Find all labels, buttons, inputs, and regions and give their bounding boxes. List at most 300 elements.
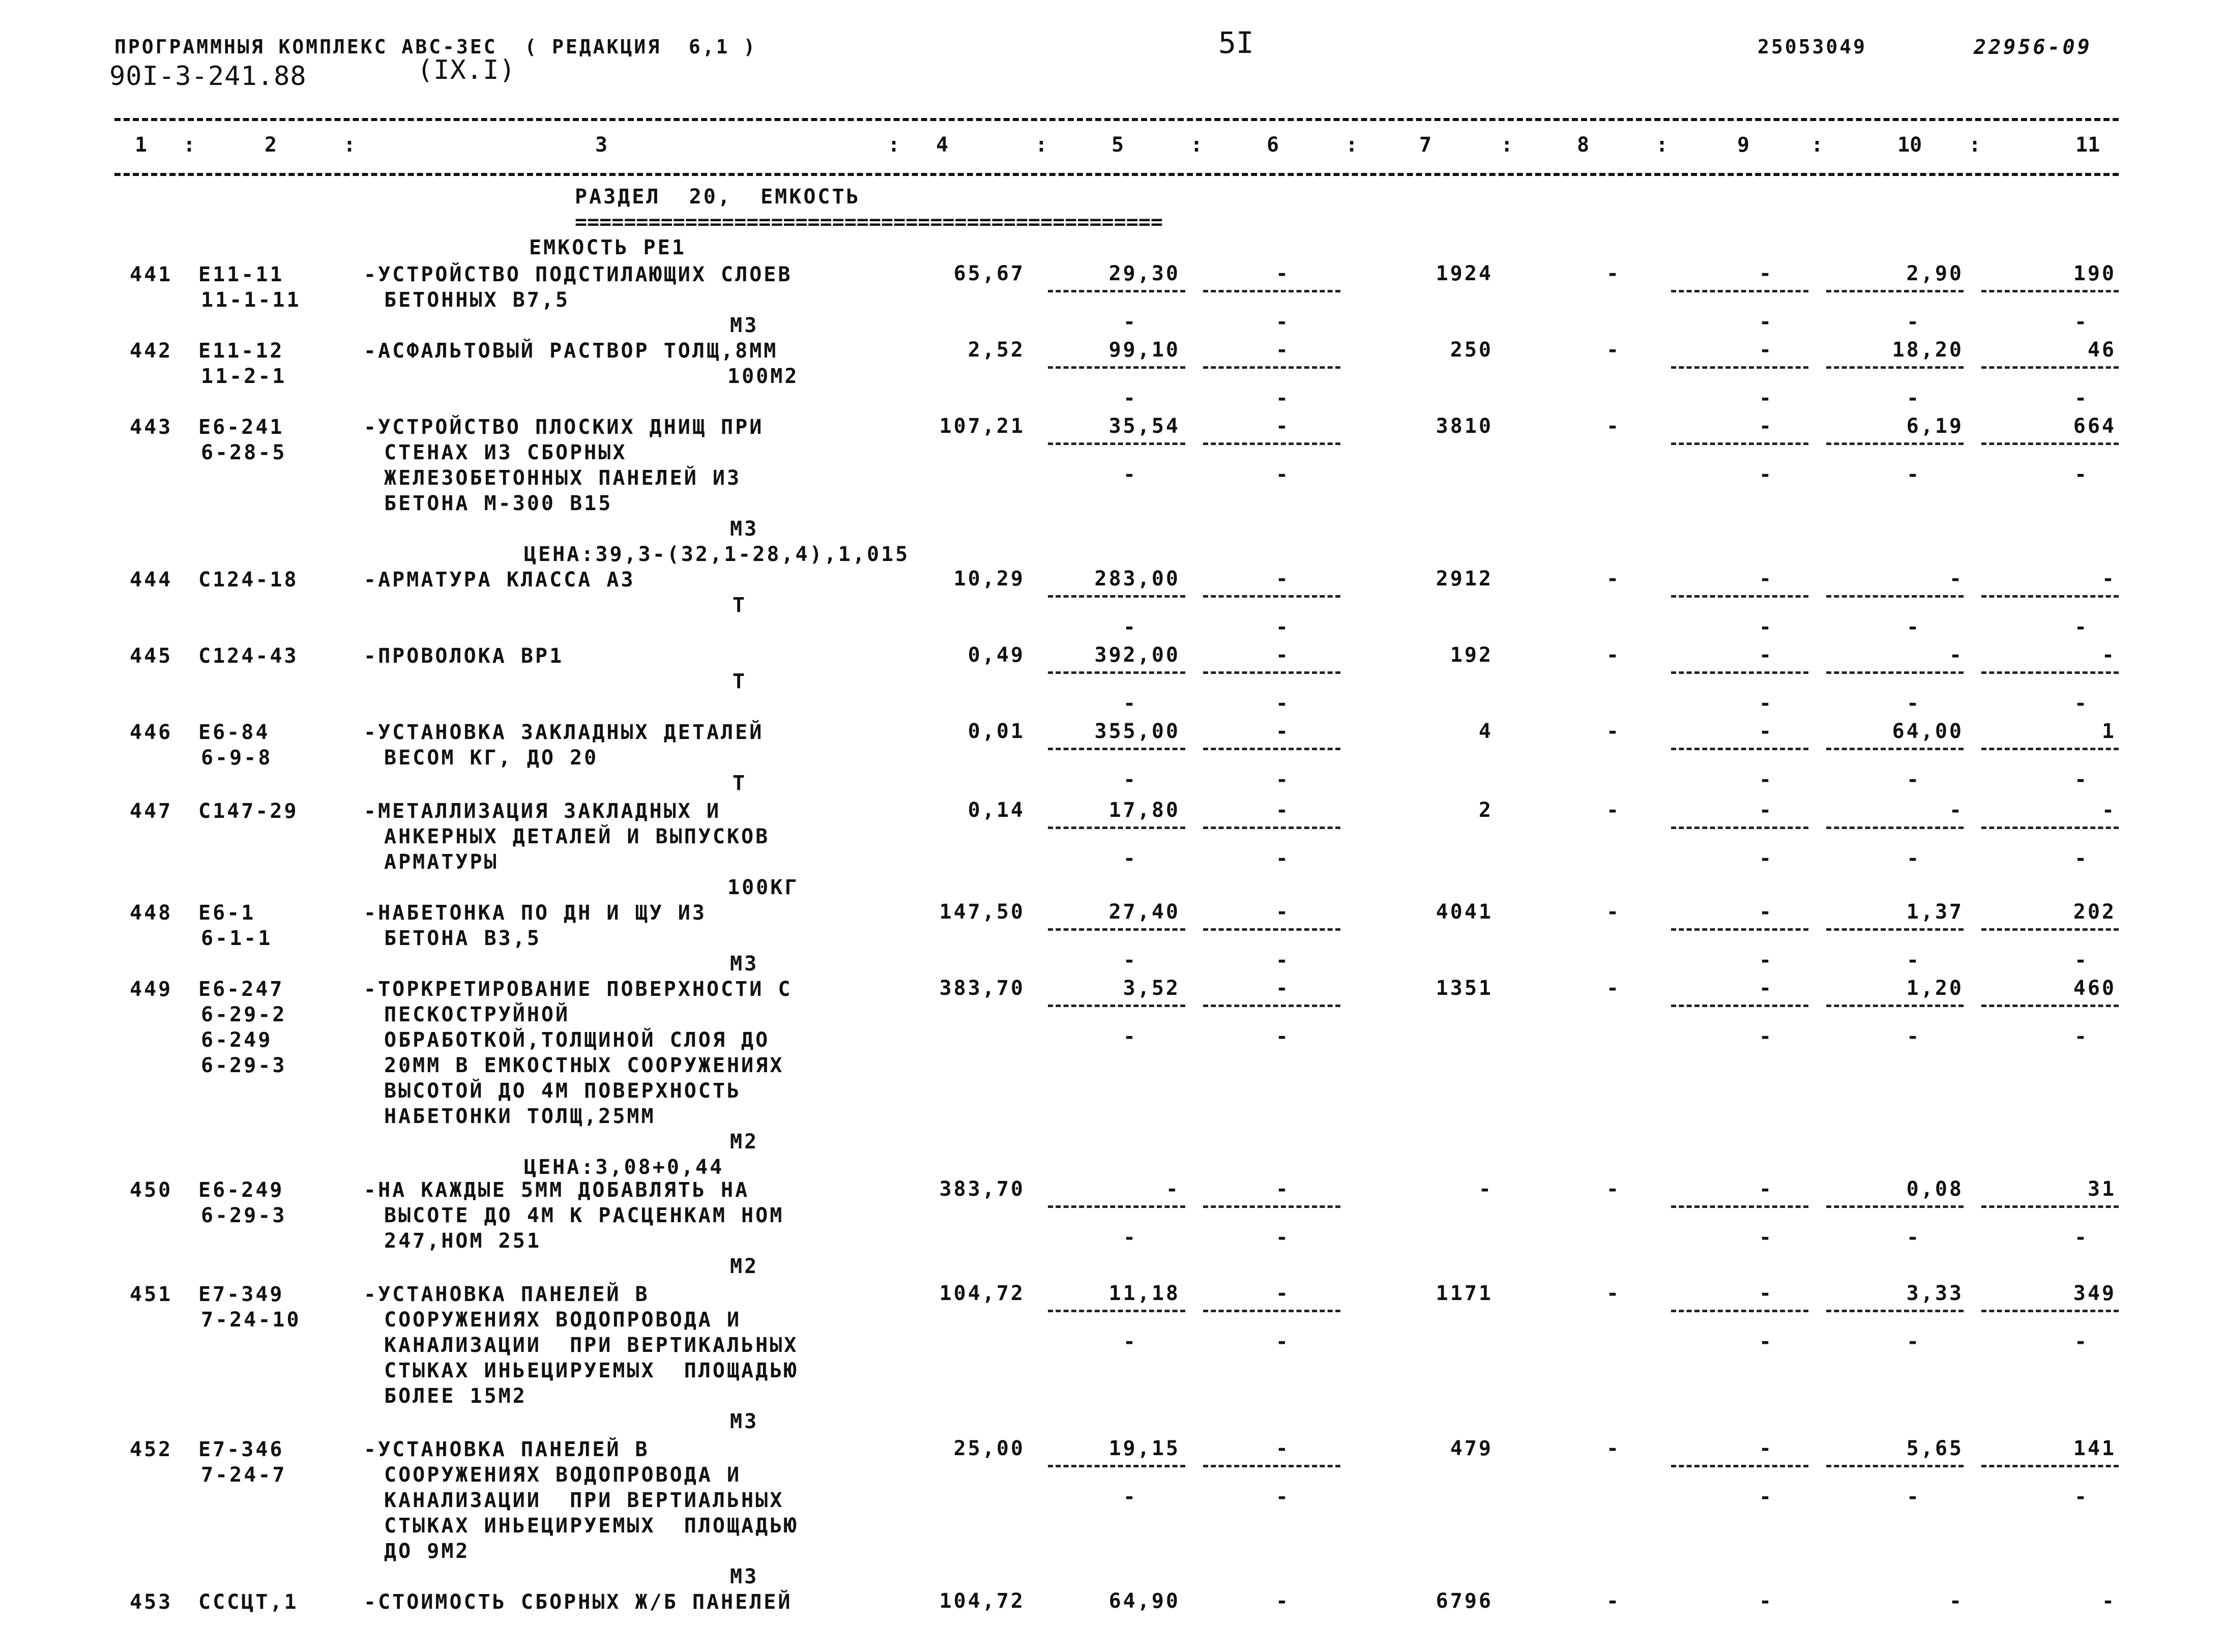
unit-of-measure: М3 xyxy=(730,1565,759,1588)
total-cost: 1924 xyxy=(1436,262,1493,285)
sub-value-10: - xyxy=(1906,1025,1919,1048)
work-description: 247,НОМ 251 xyxy=(384,1229,541,1253)
col10-value: - xyxy=(1949,567,1964,591)
subtotal-rule xyxy=(1048,1205,1185,1208)
work-description: -НА КАЖДЫЕ 5ММ ДОБАВЛЯТЬ НА xyxy=(364,1178,750,1202)
subtotal-rule xyxy=(1203,595,1340,598)
subtotal-rule xyxy=(1826,1310,1964,1312)
col8-value: - xyxy=(1606,1177,1619,1201)
total-cost: 3810 xyxy=(1436,415,1493,438)
sub-value-11: - xyxy=(2074,768,2087,791)
row-number: 449 xyxy=(130,978,173,1001)
sub-value-5: - xyxy=(1123,847,1136,870)
subtotal-rule xyxy=(1826,1465,1964,1467)
sub-value-6: - xyxy=(1275,1330,1289,1353)
work-description: АНКЕРНЫХ ДЕТАЛЕЙ И ВЫПУСКОВ xyxy=(384,825,770,848)
work-description: -УСТРОЙСТВО ПОДСТИЛАЮЩИХ СЛОЕВ xyxy=(364,263,793,286)
rate-code: Е7-346 xyxy=(198,1438,284,1461)
unit-of-measure: М3 xyxy=(730,952,759,976)
sub-value-10: - xyxy=(1906,949,1919,972)
rate-code: Е7-349 xyxy=(198,1283,284,1306)
subtotal-rule xyxy=(1826,827,1964,829)
column-header-5: 5 xyxy=(1112,133,1124,157)
subtotal-rule xyxy=(1826,290,1964,292)
column-header-9: 9 xyxy=(1737,133,1750,157)
subtotal-rule xyxy=(1981,748,2119,750)
col8-value: - xyxy=(1606,415,1619,438)
col8-value: - xyxy=(1606,262,1619,285)
column-header-8: 8 xyxy=(1577,133,1590,157)
subtotal-rule xyxy=(1203,1005,1340,1007)
row-number: 446 xyxy=(130,721,173,744)
rate-code: Е11-11 xyxy=(198,263,284,286)
part-label: (IX.I) xyxy=(417,55,516,85)
sub-value-9: - xyxy=(1759,310,1772,334)
page-number: 5I xyxy=(1218,25,1254,60)
rate-code: 11-2-1 xyxy=(201,365,287,388)
row-number: 445 xyxy=(130,644,173,668)
sub-value-11: - xyxy=(2074,387,2087,410)
sub-value-11: - xyxy=(2074,949,2087,972)
work-description: СООРУЖЕНИЯХ ВОДОПРОВОДА И xyxy=(384,1463,742,1487)
rate-code: СССЦТ,1 xyxy=(198,1590,299,1614)
subtotal-rule xyxy=(1048,290,1185,292)
unit-of-measure: М3 xyxy=(730,1410,759,1433)
col11-value: - xyxy=(2101,799,2116,822)
column-separator: : xyxy=(1969,133,1981,157)
rate-code: 6-1-1 xyxy=(201,927,273,950)
row-number: 444 xyxy=(130,568,173,592)
subtotal-rule xyxy=(1826,1205,1964,1208)
quantity: 10,29 xyxy=(953,567,1025,591)
work-description: -ПРОВОЛОКА ВР1 xyxy=(364,644,564,668)
sub-value-11: - xyxy=(2074,1485,2087,1509)
subtotal-rule xyxy=(1203,928,1340,931)
subtotal-rule xyxy=(1671,442,1808,445)
col9-value: - xyxy=(1759,415,1772,438)
total-cost: 2912 xyxy=(1436,567,1493,591)
sub-value-10: - xyxy=(1906,692,1919,715)
work-description: СТЕНАХ ИЗ СБОРНЫХ xyxy=(384,441,627,464)
col9-value: - xyxy=(1759,1282,1772,1305)
col11-value: - xyxy=(2101,643,2116,667)
column-header-3: 3 xyxy=(595,133,608,157)
unit-of-measure: М3 xyxy=(730,517,759,541)
unit-of-measure: Т xyxy=(733,594,747,617)
col11-value: 460 xyxy=(2073,977,2116,1000)
col6-value: - xyxy=(1275,415,1289,438)
subtotal-rule xyxy=(1671,827,1808,829)
rate-code: 7-24-10 xyxy=(201,1308,301,1332)
subtotal-rule xyxy=(1826,928,1964,931)
program-title: ПРОГРАММНЫЯ КОМПЛЕКС АВС-ЗЕС ( РЕДАКЦИЯ 6,1 ) xyxy=(114,36,757,58)
sub-value-6: - xyxy=(1275,847,1289,870)
column-header-7: 7 xyxy=(1419,133,1432,157)
unit-price: 19,15 xyxy=(1108,1437,1180,1460)
unit-price: 11,18 xyxy=(1108,1282,1180,1305)
sub-value-10: - xyxy=(1906,310,1919,334)
col8-value: - xyxy=(1606,799,1619,822)
sub-value-11: - xyxy=(2074,1330,2087,1353)
row-number: 453 xyxy=(130,1590,173,1614)
column-header-1: 1 xyxy=(135,133,148,157)
unit-price: 64,90 xyxy=(1108,1589,1180,1613)
col11-value: 202 xyxy=(2073,900,2116,924)
sub-value-11: - xyxy=(2074,615,2087,639)
work-description: БЕТОНА В3,5 xyxy=(384,927,541,950)
rate-code: 6-29-2 xyxy=(201,1003,287,1026)
sub-value-6: - xyxy=(1275,1025,1289,1048)
rate-code: 6-29-3 xyxy=(201,1054,287,1077)
sub-value-10: - xyxy=(1906,847,1919,870)
rate-code: Е6-84 xyxy=(198,721,270,744)
col10-value: 3,33 xyxy=(1906,1282,1964,1305)
sub-value-9: - xyxy=(1759,463,1772,486)
col10-value: 0,08 xyxy=(1906,1177,1964,1201)
work-description: БЕТОНА М-300 В15 xyxy=(384,492,613,515)
sub-value-5: - xyxy=(1123,1330,1136,1353)
subtotal-rule xyxy=(1671,1465,1808,1467)
unit-price: 3,52 xyxy=(1123,977,1180,1000)
rate-code: 11-1-11 xyxy=(201,288,301,312)
subtotal-rule xyxy=(1981,928,2119,931)
sub-value-5: - xyxy=(1123,387,1136,410)
sub-value-10: - xyxy=(1906,463,1919,486)
sub-value-5: - xyxy=(1123,310,1136,334)
col10-value: 1,37 xyxy=(1906,900,1964,924)
col11-value: 664 xyxy=(2073,415,2116,438)
col9-value: - xyxy=(1759,643,1772,667)
col9-value: - xyxy=(1759,720,1772,743)
unit-price: 27,40 xyxy=(1108,900,1180,924)
row-number: 447 xyxy=(130,800,173,823)
subtotal-rule xyxy=(1048,928,1185,931)
sub-value-5: - xyxy=(1123,692,1136,715)
work-description: БЕТОННЫХ В7,5 xyxy=(384,288,570,312)
column-header-2: 2 xyxy=(265,133,277,157)
sub-value-10: - xyxy=(1906,768,1919,791)
sub-value-9: - xyxy=(1759,1025,1772,1048)
total-cost: 2 xyxy=(1478,799,1493,822)
col6-value: - xyxy=(1275,799,1289,822)
subtotal-rule xyxy=(1981,1205,2119,1208)
subtotal-rule xyxy=(1671,671,1808,674)
subtotal-rule xyxy=(1981,290,2119,292)
sub-value-5: - xyxy=(1123,1025,1136,1048)
col10-value: 6,19 xyxy=(1906,415,1964,438)
col8-value: - xyxy=(1606,1437,1619,1460)
unit-price: 29,30 xyxy=(1108,262,1180,285)
quantity: 107,21 xyxy=(939,415,1025,438)
work-description: -АРМАТУРА КЛАССА А3 xyxy=(364,568,635,592)
subtotal-rule xyxy=(1048,595,1185,598)
sub-value-11: - xyxy=(2074,847,2087,870)
sub-value-11: - xyxy=(2074,692,2087,715)
column-header-4: 4 xyxy=(936,133,949,157)
price-note: ЦЕНА:39,3-(32,1-28,4),1,015 xyxy=(524,543,910,566)
quantity: 104,72 xyxy=(939,1589,1025,1613)
unit-of-measure: Т xyxy=(733,670,747,693)
row-number: 450 xyxy=(130,1178,173,1202)
col9-value: - xyxy=(1759,1177,1772,1201)
col8-value: - xyxy=(1606,720,1619,743)
total-cost: 1351 xyxy=(1436,977,1493,1000)
work-description: БОЛЕЕ 15М2 xyxy=(384,1384,527,1408)
unit-price: 283,00 xyxy=(1094,567,1180,591)
subtotal-rule xyxy=(1048,671,1185,674)
price-note: ЦЕНА:3,08+0,44 xyxy=(524,1156,724,1179)
subtotal-rule xyxy=(1671,1005,1808,1007)
rate-code: 6-29-3 xyxy=(201,1204,287,1227)
subtotal-rule xyxy=(1203,748,1340,750)
col9-value: - xyxy=(1759,1589,1772,1613)
column-separator: : xyxy=(888,133,900,157)
unit-price: 355,00 xyxy=(1094,720,1180,743)
col10-value: 18,20 xyxy=(1892,338,1964,362)
section-subtitle: ЕМКОСТЬ РЕ1 xyxy=(529,236,686,259)
total-cost: 4041 xyxy=(1436,900,1493,924)
subtotal-rule xyxy=(1203,366,1340,369)
unit-of-measure: 100М2 xyxy=(727,365,799,388)
work-description: ВЫСОТОЙ ДО 4М ПОВЕРХНОСТЬ xyxy=(384,1079,742,1103)
rate-code: 7-24-7 xyxy=(201,1463,287,1487)
work-description: ПЕСКОСТРУЙНОЙ xyxy=(384,1003,570,1026)
col8-value: - xyxy=(1606,643,1619,667)
subtotal-rule xyxy=(1671,748,1808,750)
work-description: 20ММ В ЕМКОСТНЫХ СООРУЖЕНИЯХ xyxy=(384,1054,784,1077)
subtotal-rule xyxy=(1203,1310,1340,1312)
work-description: -СТОИМОСТЬ СБОРНЫХ Ж/Б ПАНЕЛЕЙ xyxy=(364,1590,793,1614)
work-description: ОБРАБОТКОЙ,ТОЛЩИНОЙ СЛОЯ ДО xyxy=(384,1028,770,1052)
quantity: 383,70 xyxy=(939,977,1025,1000)
col9-value: - xyxy=(1759,338,1772,362)
work-description: -УСТРОЙСТВО ПЛОСКИХ ДНИЩ ПРИ xyxy=(364,416,764,439)
subtotal-rule xyxy=(1981,442,2119,445)
subtotal-rule xyxy=(1203,1465,1340,1467)
subtotal-rule xyxy=(1203,290,1340,292)
sub-value-11: - xyxy=(2074,463,2087,486)
rate-code: Е11-12 xyxy=(198,339,284,363)
quantity: 0,49 xyxy=(968,643,1025,667)
total-cost: 192 xyxy=(1450,643,1493,667)
subtotal-rule xyxy=(1826,442,1964,445)
col8-value: - xyxy=(1606,567,1619,591)
column-header-11: 11 xyxy=(2075,133,2100,157)
unit-price: 99,10 xyxy=(1108,338,1180,362)
subtotal-rule xyxy=(1048,1465,1185,1467)
subtotal-rule xyxy=(1203,1205,1340,1208)
subtotal-rule xyxy=(1981,366,2119,369)
col10-value: 64,00 xyxy=(1892,720,1964,743)
col6-value: - xyxy=(1275,338,1289,362)
quantity: 104,72 xyxy=(939,1282,1025,1305)
sub-value-6: - xyxy=(1275,692,1289,715)
column-separator: : xyxy=(343,133,356,157)
col11-value: 1 xyxy=(2101,720,2116,743)
quantity: 0,01 xyxy=(968,720,1025,743)
total-cost: 1171 xyxy=(1436,1282,1493,1305)
col6-value: - xyxy=(1275,1282,1289,1305)
work-description: -ТОРКРЕТИРОВАНИЕ ПОВЕРХНОСТИ С xyxy=(364,978,793,1001)
rate-code: С124-43 xyxy=(198,644,299,668)
section-underline: ================================================ xyxy=(575,211,1163,234)
column-separator: : xyxy=(183,133,196,157)
sub-value-6: - xyxy=(1275,463,1289,486)
sub-value-9: - xyxy=(1759,768,1772,791)
subtotal-rule xyxy=(1981,1310,2119,1312)
unit-of-measure: Т xyxy=(733,772,747,795)
work-description: -МЕТАЛЛИЗАЦИЯ ЗАКЛАДНЫХ И xyxy=(364,800,721,823)
subtotal-rule xyxy=(1203,442,1340,445)
sub-value-11: - xyxy=(2074,310,2087,334)
col10-value: - xyxy=(1949,1589,1964,1613)
rate-code: С147-29 xyxy=(198,800,299,823)
col6-value: - xyxy=(1275,643,1289,667)
sub-value-5: - xyxy=(1123,463,1136,486)
subtotal-rule xyxy=(1981,595,2119,598)
rate-code: Е6-241 xyxy=(198,416,284,439)
column-separator: : xyxy=(1035,133,1048,157)
unit-of-measure: М2 xyxy=(730,1130,759,1154)
subtotal-rule xyxy=(1671,1205,1808,1208)
col11-value: 31 xyxy=(2087,1177,2116,1201)
sub-value-9: - xyxy=(1759,1330,1772,1353)
unit-price: - xyxy=(1165,1177,1180,1201)
sub-value-10: - xyxy=(1906,1226,1919,1249)
sub-value-9: - xyxy=(1759,1485,1772,1509)
subtotal-rule xyxy=(1671,1310,1808,1312)
subtotal-rule xyxy=(1826,1005,1964,1007)
sub-value-9: - xyxy=(1759,847,1772,870)
work-description: СООРУЖЕНИЯХ ВОДОПРОВОДА И xyxy=(384,1308,742,1332)
sub-value-11: - xyxy=(2074,1025,2087,1048)
subtotal-rule xyxy=(1048,366,1185,369)
row-number: 443 xyxy=(130,416,173,439)
subtotal-rule xyxy=(1826,595,1964,598)
work-description: -УСТАНОВКА ПАНЕЛЕЙ В xyxy=(364,1438,650,1461)
total-cost: 4 xyxy=(1478,720,1493,743)
col6-value: - xyxy=(1275,1589,1289,1613)
subtotal-rule xyxy=(1048,748,1185,750)
work-description: ВЫСОТЕ ДО 4М К РАСЦЕНКАМ НОМ xyxy=(384,1204,784,1227)
sub-value-6: - xyxy=(1275,310,1289,334)
sub-value-11: - xyxy=(2074,1226,2087,1249)
quantity: 65,67 xyxy=(953,262,1025,285)
sub-value-10: - xyxy=(1906,387,1919,410)
col9-value: - xyxy=(1759,900,1772,924)
rate-code: Е6-249 xyxy=(198,1178,284,1202)
col10-value: - xyxy=(1949,799,1964,822)
row-number: 451 xyxy=(130,1283,173,1306)
col6-value: - xyxy=(1275,900,1289,924)
sub-value-5: - xyxy=(1123,1226,1136,1249)
col9-value: - xyxy=(1759,977,1772,1000)
col6-value: - xyxy=(1275,1177,1289,1201)
col6-value: - xyxy=(1275,977,1289,1000)
sub-value-6: - xyxy=(1275,1226,1289,1249)
work-description: -АСФАЛЬТОВЫЙ РАСТВОР ТОЛЩ,8ММ xyxy=(364,339,778,363)
sub-value-6: - xyxy=(1275,615,1289,639)
unit-of-measure: М2 xyxy=(730,1255,759,1278)
document-number: 25053049 xyxy=(1758,36,1867,58)
rate-code: Е6-247 xyxy=(198,978,284,1001)
col11-value: - xyxy=(2101,567,2116,591)
header-rule-bottom xyxy=(114,173,2119,176)
quantity: 25,00 xyxy=(953,1437,1025,1460)
sub-value-10: - xyxy=(1906,1485,1919,1509)
col11-value: - xyxy=(2101,1589,2116,1613)
sub-value-9: - xyxy=(1759,1226,1772,1249)
col9-value: - xyxy=(1759,1437,1772,1460)
subtotal-rule xyxy=(1671,928,1808,931)
total-cost: 6796 xyxy=(1436,1589,1493,1613)
work-description: ДО 9М2 xyxy=(384,1540,470,1563)
sub-value-5: - xyxy=(1123,949,1136,972)
sub-value-9: - xyxy=(1759,387,1772,410)
sub-value-6: - xyxy=(1275,949,1289,972)
col10-value: 5,65 xyxy=(1906,1437,1964,1460)
col11-value: 46 xyxy=(2087,338,2116,362)
col9-value: - xyxy=(1759,567,1772,591)
subtotal-rule xyxy=(1981,671,2119,674)
col11-value: 141 xyxy=(2073,1437,2116,1460)
sub-value-6: - xyxy=(1275,387,1289,410)
subtotal-rule xyxy=(1048,442,1185,445)
row-number: 441 xyxy=(130,263,173,286)
sub-value-5: - xyxy=(1123,768,1136,791)
subtotal-rule xyxy=(1826,748,1964,750)
sub-value-9: - xyxy=(1759,615,1772,639)
unit-price: 35,54 xyxy=(1108,415,1180,438)
col10-value: 2,90 xyxy=(1906,262,1964,285)
sub-value-10: - xyxy=(1906,615,1919,639)
sub-value-9: - xyxy=(1759,692,1772,715)
rate-code: Е6-1 xyxy=(198,901,256,925)
work-description: ЖЕЛЕЗОБЕТОННЫХ ПАНЕЛЕЙ ИЗ xyxy=(384,466,742,490)
col8-value: - xyxy=(1606,977,1619,1000)
row-number: 452 xyxy=(130,1438,173,1461)
column-separator: : xyxy=(1345,133,1358,157)
sub-value-6: - xyxy=(1275,1485,1289,1509)
col6-value: - xyxy=(1275,720,1289,743)
rate-code: 6-249 xyxy=(201,1028,273,1052)
subtotal-rule xyxy=(1826,366,1964,369)
column-header-10: 10 xyxy=(1897,133,1922,157)
rate-code: 6-28-5 xyxy=(201,441,287,464)
rate-code: С124-18 xyxy=(198,568,299,592)
section-title: РАЗДЕЛ 20, ЕМКОСТЬ xyxy=(575,185,861,209)
col6-value: - xyxy=(1275,1437,1289,1460)
total-cost: 479 xyxy=(1450,1437,1493,1460)
column-header-6: 6 xyxy=(1267,133,1279,157)
work-description: КАНАЛИЗАЦИИ ПРИ ВЕРТИАЛЬНЫХ xyxy=(384,1489,784,1512)
quantity: 2,52 xyxy=(968,338,1025,362)
column-separator: : xyxy=(1656,133,1669,157)
col9-value: - xyxy=(1759,799,1772,822)
col9-value: - xyxy=(1759,262,1772,285)
subtotal-rule xyxy=(1981,827,2119,829)
col11-value: 190 xyxy=(2073,262,2116,285)
sub-value-6: - xyxy=(1275,768,1289,791)
subtotal-rule xyxy=(1981,1005,2119,1007)
col8-value: - xyxy=(1606,338,1619,362)
work-description: -НАБЕТОНКА ПО ДН И ЩУ ИЗ xyxy=(364,901,707,925)
sub-value-5: - xyxy=(1123,1485,1136,1509)
col11-value: 349 xyxy=(2073,1282,2116,1305)
subtotal-rule xyxy=(1671,290,1808,292)
col8-value: - xyxy=(1606,1282,1619,1305)
subtotal-rule xyxy=(1981,1465,2119,1467)
